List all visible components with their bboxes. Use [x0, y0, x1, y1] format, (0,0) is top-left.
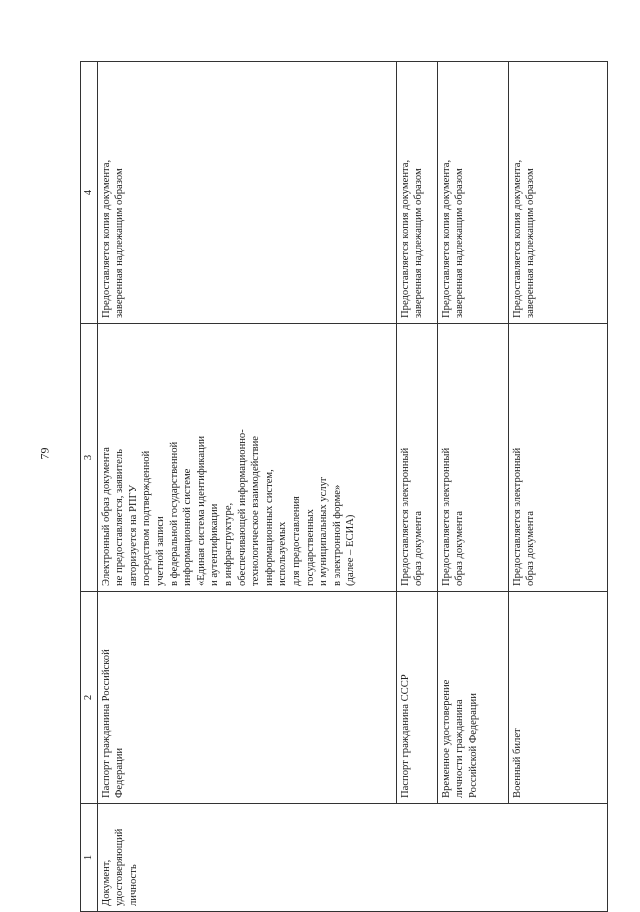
paper-cell: Предоставляется копия документа, заверенная надлежащим образом	[508, 62, 607, 324]
category-cell: Документ, удостоверяющий личность	[97, 804, 607, 912]
rotated-table-container	[80, 62, 598, 912]
document-cell: Паспорт гражданина СССР	[396, 592, 437, 804]
table-row	[396, 62, 437, 912]
column-header-2: 2	[81, 592, 98, 804]
table-row	[97, 62, 396, 912]
paper-cell: Предоставляется копия документа, заверенная надлежащим образом	[97, 62, 396, 324]
table-row	[437, 62, 508, 912]
table-row	[508, 62, 607, 912]
paper-cell: Предоставляется копия документа, заверенная надлежащим образом	[396, 62, 437, 324]
document-cell: Паспорт гражданина Российской Федерации	[97, 592, 396, 804]
column-header-4: 4	[81, 62, 98, 324]
column-header-1: 1	[81, 804, 98, 912]
electronic-cell: Предоставляется электронный образ документа	[508, 324, 607, 592]
electronic-cell: Предоставляется электронный образ документа	[396, 324, 437, 592]
table-header-row	[81, 62, 98, 912]
document-cell: Военный билет	[508, 592, 607, 804]
documents-table	[80, 61, 608, 912]
paper-cell: Предоставляется копия документа, заверенная надлежащим образом	[437, 62, 508, 324]
page-number: 79	[37, 447, 52, 460]
electronic-cell: Электронный образ документа не предоставляется, заявитель авторизуется на РПГУ посредством подтвержденной учетной записи в федеральной государственной информационной системе «Единая система идентификации и аутентификации в инфраструктуре, обеспечивающей информационно- технологическое взаимодействие информационных систем, используемых для предоставления государственных и муниципальных услуг в электронной форме» (далее – ЕСИА)	[97, 324, 396, 592]
column-header-3: 3	[81, 324, 98, 592]
document-cell: Временное удостоверение личности гражданина Российской Федерации	[437, 592, 508, 804]
electronic-cell: Предоставляется электронный образ документа	[437, 324, 508, 592]
